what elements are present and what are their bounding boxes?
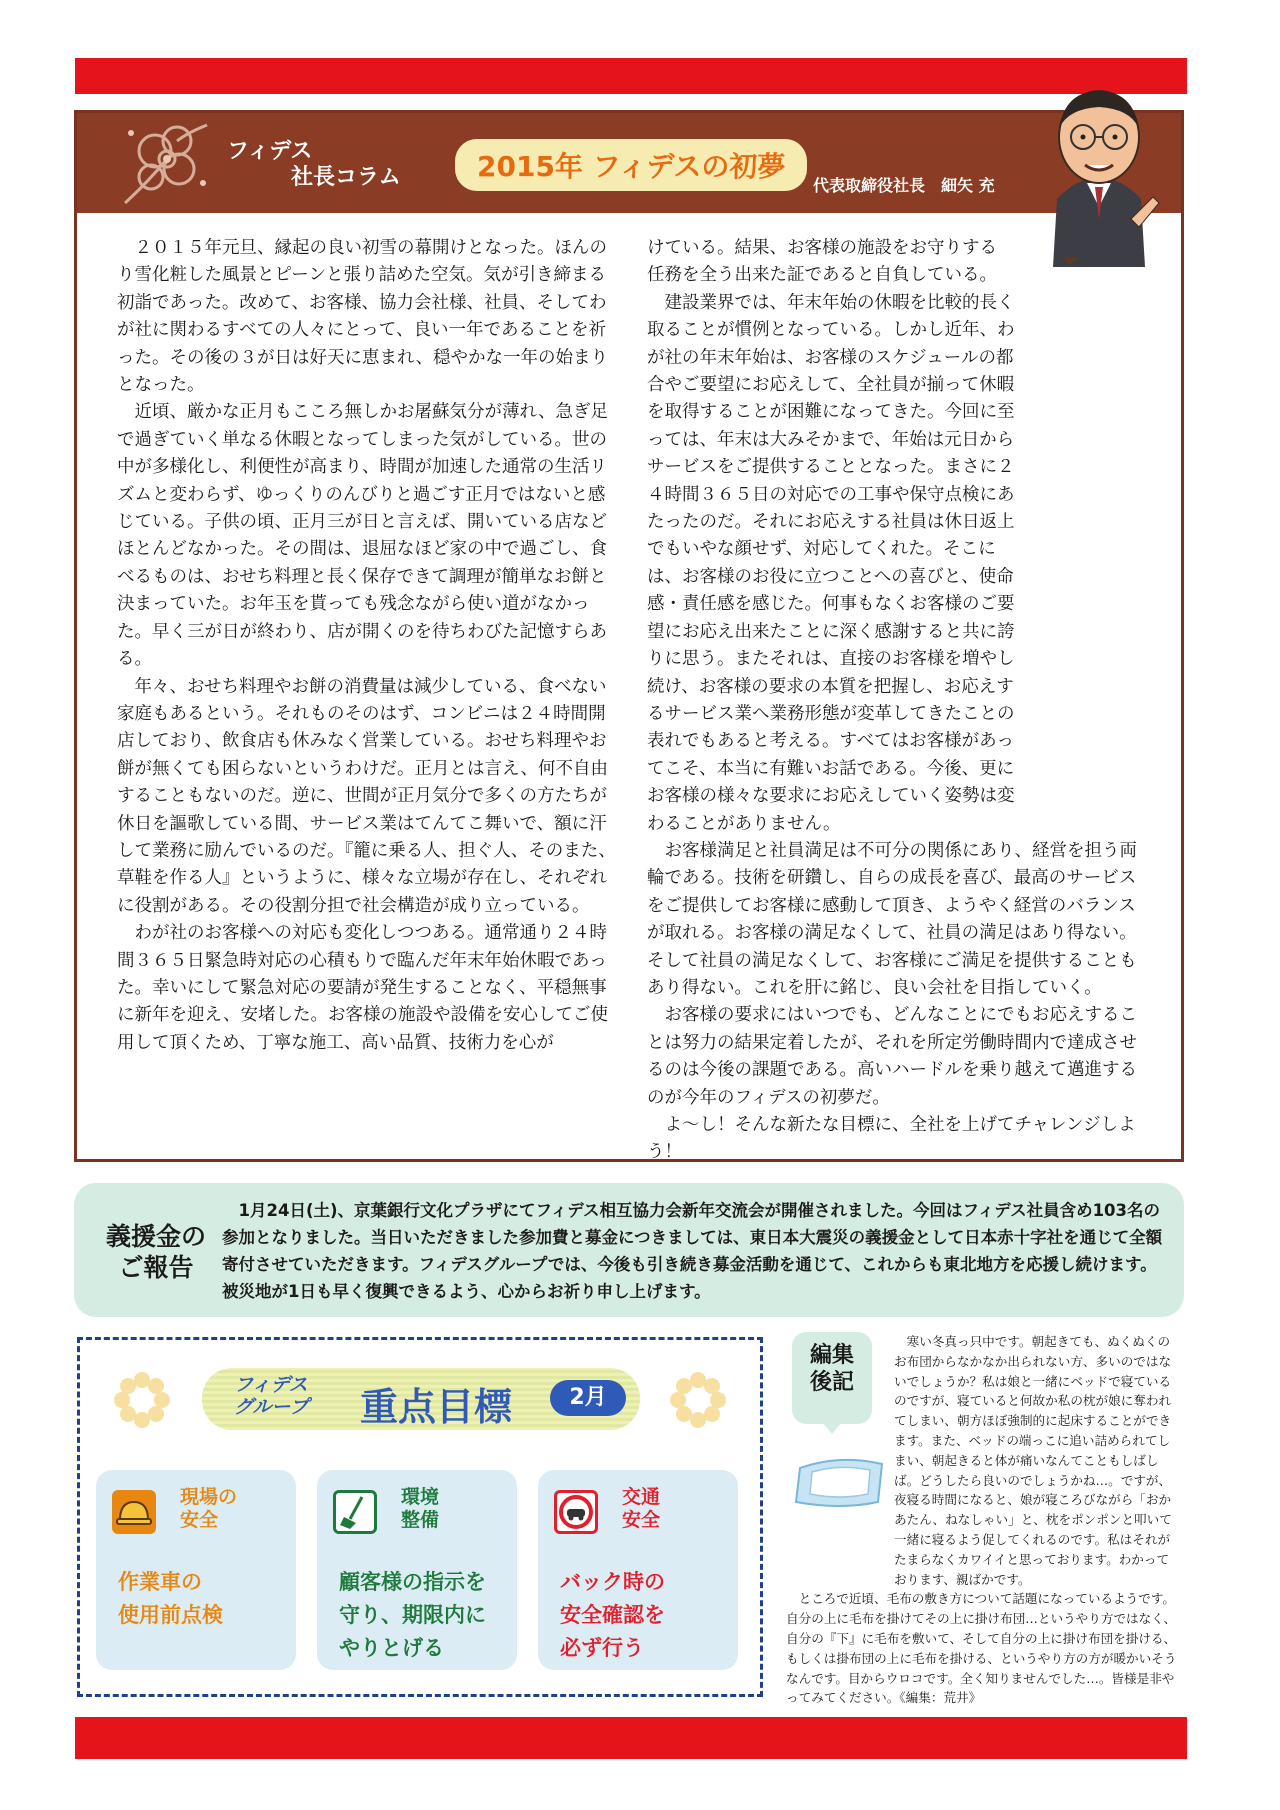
report-body: 1月24日(土)、京葉銀行文化プラザにてフィデス相互協力会新年交流会が開催されました。今回はフィデス社員含め103名の参加となりました。当日いただきました参加費と募金につきましては、東日本大震災の義援金として日本赤十字社を通じて全額寄付させていただきます。フィデスグループでは、今後も引き続き募金活動を通じて、これからも東北地方を応援し続けます。被災地が1日も早く復興できるよう、心からお祈り申し上げます。 — [222, 1201, 1163, 1301]
editor-paragraph: ところで近頃、毛布の敷き方について話題になっているようです。自分の上に毛布を掛けてその上に掛け布団…というやり方ではなく、自分の『下』に毛布を敷いて、そして自分の上に掛け布団を掛ける、もしくは掛布団の上に毛布を掛ける、というやり方の方が暖かいそうなんです。目からウロコです。全く知りませんでした…。皆様是非やってみてください。《編集：荒井》 — [786, 1591, 1177, 1706]
report-heading — [96, 1221, 216, 1283]
goal-text-line1: バック時の — [560, 1570, 665, 1594]
goal-text-line2: 安全確認を — [560, 1603, 665, 1627]
editor-paragraph: 寒い冬真っ只中です。朝起きても、ぬくぬくのお布団からなかなか出られない方、多いのではないでしょうか？私は娘と一緒にベッドで寝ているのですが、寝ていると何故か私の枕が娘に奪われてしまい、朝方ほぼ強制的に起床することができます。また、ベッドの端っこに追い詰められてしまい、朝起きると体が痛いなんてこともしばしば。どうしたら良いのでしょうかね…。ですが、夜寝る時間になると、娘が寝ころびながら「おかあたん、ねなしゃい」と、枕をポンポンと叩いて一緒に寝るよう促してくれるのです。私はそれがたまらなくカワイイと思っております。わかっております、親ばかです。 — [894, 1334, 1172, 1587]
goal-text-line3: 必ず行う — [560, 1636, 644, 1660]
bottom-red-bar — [75, 1717, 1187, 1759]
goal-card-label — [401, 1486, 439, 1532]
goals-banner — [202, 1368, 640, 1430]
flower-ornament-icon — [117, 113, 227, 213]
goal-card-text — [560, 1566, 730, 1665]
goal-text-line1: 作業車の — [118, 1570, 202, 1594]
goal-card-text — [339, 1566, 509, 1665]
report-heading-line1: 義援金の — [105, 1222, 206, 1251]
top-red-bar — [75, 58, 1187, 94]
column-label-line1: フィデス — [227, 139, 313, 164]
flower-decoration-icon — [114, 1372, 170, 1428]
goal-label-line2: 整備 — [401, 1509, 440, 1531]
editor-heading-line2: 後記 — [809, 1370, 854, 1395]
column-paragraph: お客様満足と社員満足は不可分の関係にあり、経営を担う両輪である。技術を研鑽し、自らの成長を喜び、最高のサービスをご提供してお客様に感動して頂き、ようやく経営のバランスが取れる。お客様の満足なくして、社員の満足はあり得ない。そして社員の満足なくして、お客様にご満足を提供することもあり得ない。これを肝に銘じ、良い会社を目指していく。 — [647, 840, 1137, 998]
goal-label-line2: 安全 — [180, 1509, 219, 1531]
goals-group-line1: フィデス — [234, 1374, 308, 1396]
broom-icon — [333, 1490, 377, 1534]
column-paragraph: 建設業界では、年末年始の休暇を比較的長く取ることが慣例となっている。しかし近年、わが社の年末年始は、お客様のスケジュールの都合やご要望にお応えして、全社員が揃って休暇を取得することが困難になってきた。今回に至っては、年末は大みそかまで、年始は元日からサービスをご提供することとなった。まさに２４時間３６５日の対応での工事や保守点検にあたったのだ。それにお応えする社員は休日返上でもいやな顔せず、対応してくれた。そこには、お客様のお役に立つことへの喜びと、使命感・責任感を感じた。何事もなくお客様のご要望にお応え出来たことに深く感謝すると共に誇りに思う。またそれは、直接のお客様を増やし続け、お客様の要求の本質を把握し、お応えするサービス業へ業務形態が変革してきたことの表れでもあると考える。すべてはお客様があってこそ、本当に有難いお話である。今後、更にお客様の様々な要求にお応えしていく姿勢は変わることがありません。 — [647, 292, 1015, 834]
goal-text-line3: やりとげる — [339, 1636, 444, 1660]
goal-label-line1: 交通 — [622, 1486, 661, 1508]
report-heading-line2: ご報告 — [118, 1253, 194, 1282]
column-paragraph: わが社のお客様への対応も変化しつつある。通常通り２４時間３６５日緊急時対応の心積もりで臨んだ年末年始休暇であった。幸いにして緊急対応の要請が発生することなく、平穏無事に新年を迎え、安堵した。お客様の施設や設備を安心してご使用して頂くため、丁寧な施工、高い品質、技術力を心が — [117, 923, 609, 1053]
column-author: 代表取締役社長 細矢 充 — [813, 176, 995, 195]
goals-group-line2: グループ — [234, 1396, 309, 1418]
goal-card-text — [118, 1566, 288, 1632]
goal-label-line1: 環境 — [401, 1486, 440, 1508]
goal-card-environment — [317, 1470, 517, 1670]
column-label — [227, 139, 401, 191]
donation-report — [74, 1183, 1184, 1317]
column-paragraph: 年々、おせち料理やお餅の消費量は減少している、食べない家庭もあるという。それものそのはず、コンビニは２４時間開店しており、飲食店も休みなく営業している。おせち料理やお餅が無くても困らないというわけだ。正月とは言え、何不自由することもないのだ。逆に、世間が正月気分で多くの方たちが休日を謳歌している間、サービス業はてんてこ舞いで、額に汗して業務に励んでいるのだ。『籠に乗る人、担ぐ人、そのまた、草鞋を作る人』というように、様々な立場が存在し、それぞれに役割がある。その役割分担で社会構造が成り立っている。 — [117, 676, 616, 916]
column-header — [77, 113, 1181, 213]
goal-text-line1: 顧客様の指示を — [339, 1570, 486, 1594]
flower-decoration-icon — [670, 1372, 726, 1428]
goal-label-line1: 現場の — [180, 1486, 238, 1508]
helmet-icon — [112, 1490, 156, 1534]
goal-card-label — [180, 1486, 237, 1532]
goal-card-site-safety — [96, 1470, 296, 1670]
column-paragraph: お客様の要求にはいつでも、どんなことにでもお応えすることは努力の結果定着したが、それを所定労働時間内で達成させるのは今後の課題である。高いハードルを乗り越えて邁進するのが今年のフィデスの初夢だ。 — [647, 1005, 1137, 1108]
column-title: 2015年 フィデスの初夢 — [455, 139, 807, 191]
column-paragraph: 近頃、厳かな正月もこころ無しかお屠蘇気分が薄れ、急ぎ足で過ぎていく単なる休暇となってしまった気がしている。世の中が多様化し、利便性が高まり、時間が加速した通常の生活リズムと変わらず、ゆっくりのんびりと過ごす正月ではないと感じている。子供の頃、正月三が日と言えば、開いている店などほとんどなかった。その間は、退屈なほど家の中で過ごし、食べるものは、おせち料理と長く保存できて調理が簡単なお餅と決まっていた。お年玉を貰っても残念ながら使い道がなかった。早く三が日が終わり、店が開くのを待ちわびた記憶すらある。 — [117, 402, 609, 670]
editor-float-spacer — [786, 1332, 894, 1584]
president-column — [74, 110, 1184, 1162]
column-paragraph: ２０１５年元旦、縁起の良い初雪の幕開けとなった。ほんのり雪化粧した風景とピーンと張り詰めた空気。気が引き締まる初詣であった。改めて、お客様、協力会社様、社員、そしてわが社に関わるすべての人々にとって、良い一年であることを祈った。その後の３が日は好天に恵まれ、穏やかな一年の始まりとなった。 — [117, 238, 609, 396]
goal-text-line2: 守り、期限内に — [339, 1603, 486, 1627]
editor-heading-line1: 編集 — [809, 1343, 854, 1368]
priority-goals — [77, 1337, 763, 1697]
goal-card-label — [622, 1486, 660, 1532]
goal-text-line2: 使用前点検 — [118, 1603, 223, 1627]
goals-group-label — [234, 1374, 308, 1418]
goals-month-badge: 2月 — [550, 1380, 626, 1416]
goal-label-line2: 安全 — [622, 1509, 661, 1531]
column-paragraph-continued: けている。結果、お客様の施設をお守りする任務を全う出来た証であると自負している。 — [647, 238, 997, 286]
car-sign-icon — [554, 1490, 598, 1534]
editor-note-text — [786, 1332, 1181, 1708]
goal-card-traffic-safety — [538, 1470, 738, 1670]
column-right-text — [647, 235, 1137, 1167]
column-paragraph: よ～し！そんな新たな目標に、全社を上げてチャレンジしよう！ — [647, 1115, 1136, 1163]
column-label-line2: 社長コラム — [291, 165, 401, 190]
column-left-text — [117, 235, 619, 1057]
goals-title: 重点目標 — [360, 1385, 513, 1429]
